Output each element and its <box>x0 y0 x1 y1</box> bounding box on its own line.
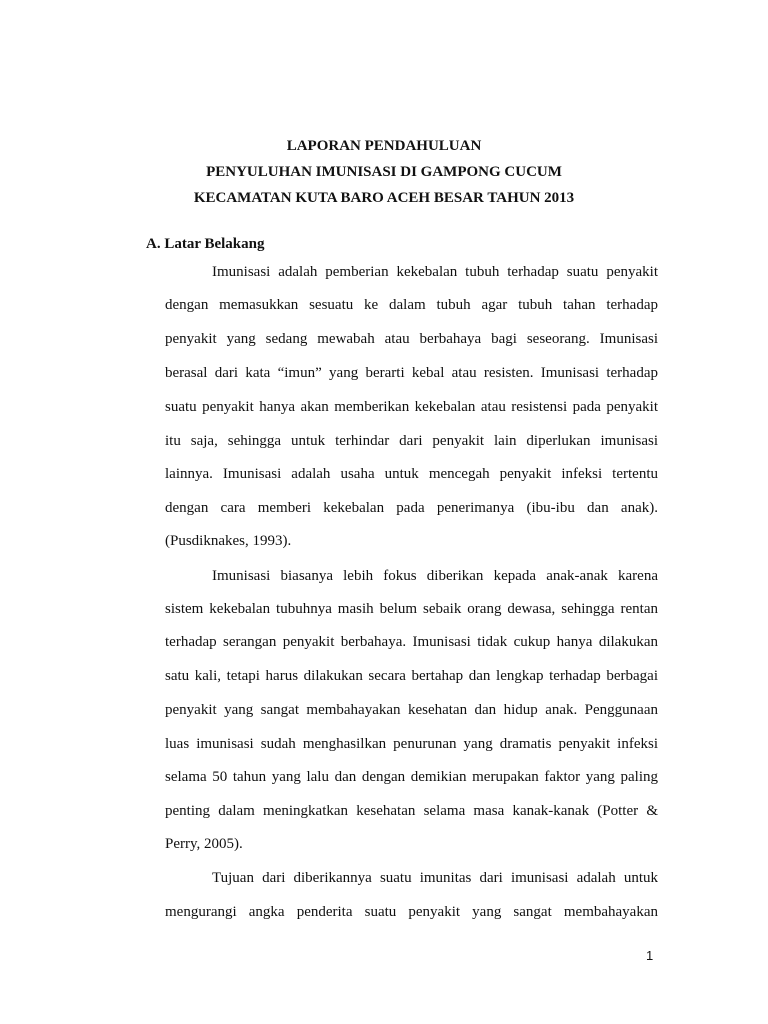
paragraph-line: dengan memasukkan sesuatu ke dalam tubuh agar tubuh tahan terhadap <box>165 297 658 313</box>
paragraph-line: lainnya. Imunisasi adalah usaha untuk mencegah penyakit infeksi tertentu <box>165 466 658 482</box>
paragraph-line: berasal dari kata “imun” yang berarti kebal atau resisten. Imunisasi terhadap <box>165 365 658 381</box>
title-line-1: LAPORAN PENDAHULUAN <box>286 138 482 154</box>
paragraph-line: dengan cara memberi kekebalan pada penerimanya (ibu-ibu dan anak). <box>165 500 658 516</box>
paragraph-line: terhadap serangan penyakit berbahaya. Imunisasi tidak cukup hanya dilakukan <box>165 634 658 650</box>
paragraph-line: Perry, 2005). <box>165 836 243 852</box>
paragraph-line: Imunisasi biasanya lebih fokus diberikan kepada anak-anak karena <box>212 568 658 584</box>
paragraph-line: mengurangi angka penderita suatu penyakit yang sangat membahayakan <box>165 904 658 920</box>
paragraph-line: (Pusdiknakes, 1993). <box>165 533 292 549</box>
paragraph-line: selama 50 tahun yang lalu dan dengan demikian merupakan faktor yang paling <box>165 769 658 785</box>
title-line-3: KECAMATAN KUTA BARO ACEH BESAR TAHUN 2013 <box>193 190 575 206</box>
paragraph-line: Imunisasi adalah pemberian kekebalan tubuh terhadap suatu penyakit <box>212 264 658 280</box>
section-heading: A. Latar Belakang <box>146 236 265 252</box>
paragraph-line: sistem kekebalan tubuhnya masih belum sebaik orang dewasa, sehingga rentan <box>165 601 658 617</box>
paragraph-line: luas imunisasi sudah menghasilkan penurunan yang dramatis penyakit infeksi <box>165 736 658 752</box>
paragraph-line: satu kali, tetapi harus dilakukan secara bertahap dan lengkap terhadap berbagai <box>165 668 658 684</box>
paragraph-line: Tujuan dari diberikannya suatu imunitas dari imunisasi adalah untuk <box>212 870 658 886</box>
paragraph-line: itu saja, sehingga untuk terhindar dari penyakit lain diperlukan imunisasi <box>165 433 658 449</box>
page-number: 1 <box>646 948 654 963</box>
title-line-2: PENYULUHAN IMUNISASI DI GAMPONG CUCUM <box>206 164 562 180</box>
paragraph-line: suatu penyakit hanya akan memberikan kekebalan atau resistensi pada penyakit <box>165 399 658 415</box>
paragraph-line: penyakit yang sedang mewabah atau berbahaya bagi seseorang. Imunisasi <box>165 331 658 347</box>
paragraph-line: penyakit yang sangat membahayakan kesehatan dan hidup anak. Penggunaan <box>165 702 658 718</box>
paragraph-line: penting dalam meningkatkan kesehatan selama masa kanak-kanak (Potter & <box>165 803 658 819</box>
